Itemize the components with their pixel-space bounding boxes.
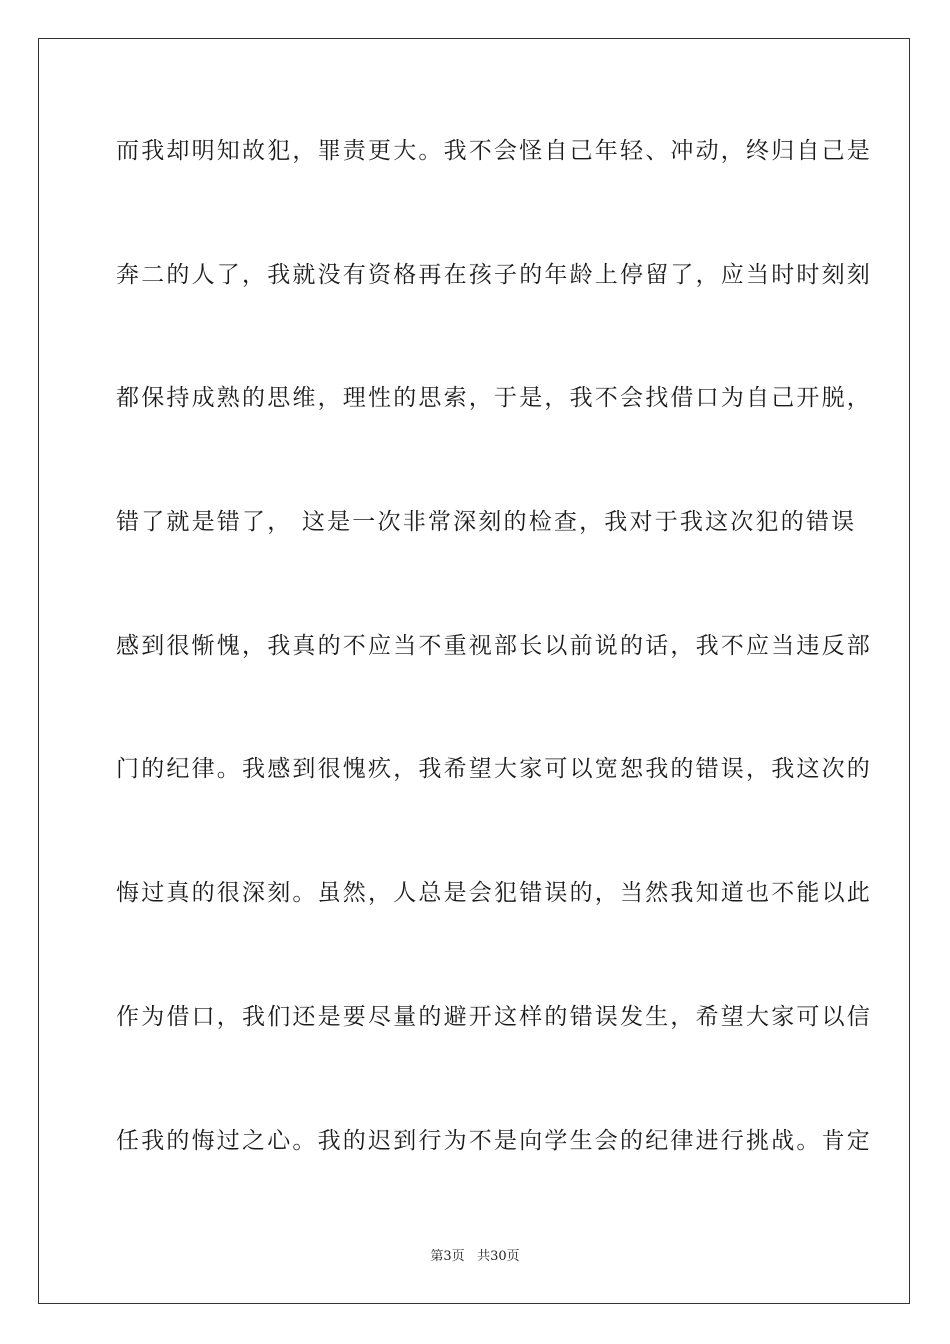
text-line: 悔过真的很深刻。虽然，人总是会犯错误的，当然我知道也不能以此 (116, 880, 872, 907)
text-line: 作为借口，我们还是要尽量的避开这样的错误发生，希望大家可以信 (116, 1003, 872, 1030)
text-line: 任我的悔过之心。我的迟到行为不是向学生会的纪律进行挑战。肯定 (116, 1127, 872, 1154)
page-number: 第3页 (430, 1249, 465, 1264)
text-line: 都保持成熟的思维，理性的思索，于是，我不会找借口为自己开脱， (116, 385, 872, 412)
text-line: 错了就是错了， 这是一次非常深刻的检查，我对于我这次犯的错误 (116, 509, 857, 536)
text-line: 门的纪律。我感到很愧疚，我希望大家可以宽恕我的错误，我这次的 (116, 756, 872, 783)
page-total: 共30页 (477, 1249, 520, 1264)
page-footer (0, 1247, 950, 1267)
text-line: 感到很惭愧，我真的不应当不重视部长以前说的话，我不应当违反部 (116, 632, 872, 659)
document-body (116, 131, 872, 1244)
text-line: 奔二的人了，我就没有资格再在孩子的年龄上停留了，应当时时刻刻 (116, 261, 872, 288)
text-line: 而我却明知故犯，罪责更大。我不会怪自己年轻、冲动，终归自己是 (116, 138, 872, 164)
